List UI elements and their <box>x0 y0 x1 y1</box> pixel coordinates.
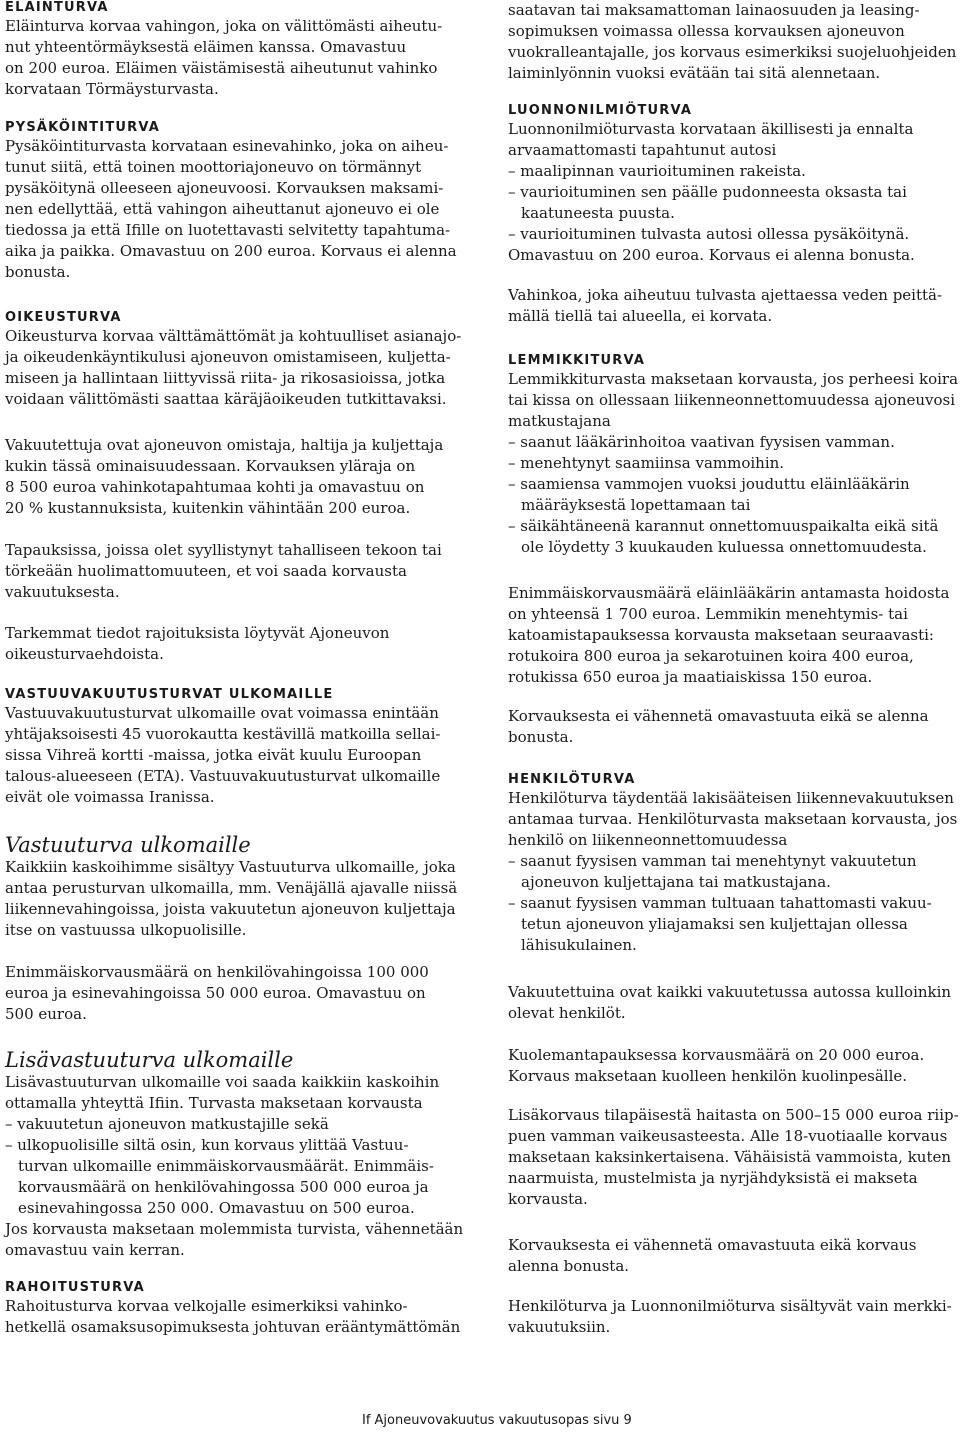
section-heading: PYSÄKÖINTITURVA <box>5 120 161 135</box>
section-henkiloturva <box>508 772 960 956</box>
text-line: alenna bonusta. <box>508 1257 630 1275</box>
paragraph <box>5 623 470 665</box>
section-luonnonilmioturva <box>508 103 960 266</box>
section-heading: RAHOITUSTURVA <box>5 1280 145 1295</box>
text-line: esinevahingossa 250 000. Omavastuu on 500 euroa. <box>18 1199 415 1217</box>
text-line: Jos korvausta maksetaan molemmista turvista, vähennetään <box>5 1220 464 1238</box>
text-line: – vakuutetun ajoneuvon matkustajille sekä <box>5 1115 329 1133</box>
text-line: – vaurioituminen sen päälle pudonneesta oksasta tai <box>508 183 907 201</box>
text-line: Enimmäiskorvausmäärä on henkilövahingoissa 100 000 <box>5 963 429 981</box>
text-line: nen edellyttää, että vahingon aiheuttanut ajoneuvo ei ole <box>5 200 440 218</box>
text-line: Pysäköintiturvasta korvataan esinevahinko, joka on aiheu- <box>5 137 449 155</box>
section-lemmikkiturva <box>508 353 960 558</box>
text-line: Rahoitusturva korvaa velkojalle esimerkiksi vahinko- <box>5 1297 408 1315</box>
text-line: turvan ulkomaille enimmäiskorvausmäärät. Enimmäis- <box>18 1157 434 1175</box>
text-line: puen vamman vaikeusasteesta. Alle 18-vuotiaalle korvaus <box>508 1127 948 1145</box>
text-line: saatavan tai maksamattoman lainaosuuden ja leasing- <box>508 1 920 19</box>
text-line: Kaikkiin kaskoihimme sisältyy Vastuuturva ulkomaille, joka <box>5 858 456 876</box>
section-heading: ELÄINTURVA <box>5 0 109 15</box>
text-line: 500 euroa. <box>5 1005 87 1023</box>
text-line: antaa perusturvan ulkomailla, mm. Venäjällä ajavalle niissä <box>5 879 458 897</box>
text-line: – säikähtäneenä karannut onnettomuuspaikalta eikä sitä <box>508 517 939 535</box>
subsection-title: Vastuuturva ulkomaille <box>5 833 251 857</box>
text-line: tiedossa ja että Ifille on luotettavasti selvitetty tapahtuma- <box>5 221 451 239</box>
section-vastuuvakuutusturvat-ulkomaille <box>5 687 470 808</box>
text-line: yhtäjaksoisesti 45 vuorokautta kestävillä matkoilla sellai- <box>5 725 441 743</box>
text-line: sissa Vihreä kortti -maissa, jotka eivät kuulu Euroopan <box>5 746 422 764</box>
text-line: – saanut fyysisen vamman tultuaan tahattomasti vakuu- <box>508 894 932 912</box>
text-line: ottamalla yhteyttä Ifiin. Turvasta maksetaan korvausta <box>5 1094 423 1112</box>
text-line: Henkilöturva täydentää lakisääteisen liikennevakuutuksen <box>508 789 954 807</box>
paragraph <box>5 435 470 519</box>
text-line: Enimmäiskorvausmäärä eläinlääkärin antamasta hoidosta <box>508 584 950 602</box>
text-line: eivät ole voimassa Iranissa. <box>5 788 215 806</box>
paragraph <box>508 0 960 84</box>
text-line: naarmuista, mustelmista ja nyrjähdyksistä ei makseta <box>508 1169 918 1187</box>
section-heading: LEMMIKKITURVA <box>508 353 646 368</box>
text-line: korvausmäärä on henkilövahingossa 500 000 euroa ja <box>18 1178 429 1196</box>
text-line: laiminlyönnin vuoksi evätään tai sitä alennetaan. <box>508 64 881 82</box>
text-line: maksetaan kaksinkertaisena. Vähäisistä vammoista, kuten <box>508 1148 952 1166</box>
text-line: määräyksestä lopettamaan tai <box>521 496 751 514</box>
text-line: olevat henkilöt. <box>508 1004 626 1022</box>
text-line: Tarkemmat tiedot rajoituksista löytyvät Ajoneuvon <box>5 624 390 642</box>
text-line: omavastuu vain kerran. <box>5 1241 185 1259</box>
text-line: katoamistapauksessa korvausta maksetaan seuraavasti: <box>508 626 934 644</box>
text-line: Oikeusturva korvaa välttämättömät ja kohtuulliset asianajo- <box>5 327 462 345</box>
paragraph <box>508 285 960 327</box>
text-line: rotukissa 650 euroa ja maatiaiskissa 150 euroa. <box>508 668 873 686</box>
text-line: 8 500 euroa vahinkotapahtumaa kohti ja omavastuu on <box>5 478 425 496</box>
paragraph <box>508 1045 960 1087</box>
text-line: vakuutuksiin. <box>508 1318 611 1336</box>
text-line: oikeusturvaehdoista. <box>5 645 164 663</box>
text-line: Vakuutettuina ovat kaikki vakuutetussa autossa kulloinkin <box>508 983 952 1001</box>
text-line: nut yhteentörmäyksestä eläimen kanssa. Omavastuu <box>5 38 407 56</box>
text-line: – ulkopuolisille siltä osin, kun korvaus ylittää Vastuu- <box>5 1136 409 1154</box>
paragraph <box>508 1105 960 1210</box>
text-line: Tapauksissa, joissa olet syyllistynyt tahalliseen tekoon tai <box>5 541 442 559</box>
paragraph <box>508 1296 960 1338</box>
text-line: kaatuneesta puusta. <box>521 204 675 222</box>
paragraph <box>5 540 470 603</box>
text-line: arvaamattomasti tapahtunut autosi <box>508 141 777 159</box>
text-line: talous-alueeseen (ETA). Vastuuvakuutusturvat ulkomaille <box>5 767 441 785</box>
text-line: tetun ajoneuvon yliajamaksi sen kuljettajan ollessa <box>521 915 908 933</box>
text-line: tai kissa on ollessaan liikenneonnettomuudessa ajoneuvosi <box>508 391 956 409</box>
section-heading: VASTUUVAKUUTUSTURVAT ULKOMAILLE <box>5 687 334 702</box>
text-line: Kuolemantapauksessa korvausmäärä on 20 000 euroa. <box>508 1046 925 1064</box>
text-line: ole löydetty 3 kuukauden kuluessa onnettomuudesta. <box>521 538 927 556</box>
page-footer: If Ajoneuvovakuutus vakuutusopas sivu 9 <box>362 1413 632 1428</box>
text-line: on 200 euroa. Eläimen väistämisestä aiheutunut vahinko <box>5 59 438 77</box>
text-line: vuokralleantajalle, jos korvaus esimerkiksi suojeluohjeiden <box>508 43 957 61</box>
section-heading: OIKEUSTURVA <box>5 310 122 325</box>
paragraph <box>508 1235 960 1277</box>
text-line: euroa ja esinevahingoissa 50 000 euroa. Omavastuu on <box>5 984 426 1002</box>
subsection-title: Lisävastuuturva ulkomaille <box>5 1048 294 1072</box>
text-line: Korvaus maksetaan kuolleen henkilön kuolinpesälle. <box>508 1067 908 1085</box>
section-heading: HENKILÖTURVA <box>508 772 636 787</box>
section-oikeusturva <box>5 310 470 410</box>
text-line: ja oikeudenkäyntikulusi ajoneuvon omistamiseen, kuljetta- <box>5 348 451 366</box>
section-vastuuturva-ulkomaille <box>5 833 470 941</box>
text-line: – maalipinnan vaurioituminen rakeista. <box>508 162 806 180</box>
text-line: voidaan välittömästi saattaa käräjäoikeuden tutkittavaksi. <box>5 390 447 408</box>
text-line: Vahinkoa, joka aiheutuu tulvasta ajettaessa veden peittä- <box>508 286 943 304</box>
section-pysakointiturva <box>5 120 470 283</box>
paragraph <box>5 962 470 1025</box>
text-line: on yhteensä 1 700 euroa. Lemmikin menehtymis- tai <box>508 605 908 623</box>
text-line: tunut siitä, että toinen moottoriajoneuvo on törmännyt <box>5 158 422 176</box>
text-line: matkustajana <box>508 412 611 430</box>
text-line: Korvauksesta ei vähennetä omavastuuta eikä se alenna <box>508 707 929 725</box>
section-lisavastuuturva-ulkomaille <box>5 1048 470 1261</box>
section-rahoitusturva <box>5 1280 470 1338</box>
text-line: Lemmikkiturvasta maksetaan korvausta, jos perheesi koira <box>508 370 959 388</box>
paragraph <box>508 583 960 688</box>
text-line: korvausta. <box>508 1190 588 1208</box>
text-line: itse on vastuussa ulkopuolisille. <box>5 921 247 939</box>
text-line: hetkellä osamaksusopimuksesta johtuvan erääntymättömän <box>5 1318 461 1336</box>
section-elainturva <box>5 0 470 100</box>
text-line: liikennevahingoissa, joista vakuutetun ajoneuvon kuljettaja <box>5 900 456 918</box>
section-heading: LUONNONILMIÖTURVA <box>508 103 693 118</box>
text-line: bonusta. <box>5 263 71 281</box>
text-line: mällä tiellä tai alueella, ei korvata. <box>508 307 773 325</box>
text-line: – saanut lääkärinhoitoa vaativan fyysisen vamman. <box>508 433 895 451</box>
text-line: bonusta. <box>508 728 574 746</box>
text-line: rotukoira 800 euroa ja sekarotuinen koira 400 euroa, <box>508 647 914 665</box>
text-line: Omavastuu on 200 euroa. Korvaus ei alenna bonusta. <box>508 246 915 264</box>
text-line: sopimuksen voimassa ollessa korvauksen ajoneuvon <box>508 22 905 40</box>
text-line: Vakuutettuja ovat ajoneuvon omistaja, haltija ja kuljettaja <box>5 436 444 454</box>
text-line: kukin tässä ominaisuudessaan. Korvauksen yläraja on <box>5 457 416 475</box>
text-line: – saanut fyysisen vamman tai menehtynyt vakuutetun <box>508 852 917 870</box>
paragraph <box>508 982 960 1024</box>
text-line: Luonnonilmiöturvasta korvataan äkillisesti ja ennalta <box>508 120 914 138</box>
text-line: korvataan Törmäysturvasta. <box>5 80 219 98</box>
text-line: – saamiensa vammojen vuoksi jouduttu eläinlääkärin <box>508 475 910 493</box>
text-line: pysäköitynä olleeseen ajoneuvoosi. Korvauksen maksami- <box>5 179 444 197</box>
text-line: – menehtynyt saamiinsa vammoihin. <box>508 454 785 472</box>
paragraph <box>508 706 960 748</box>
text-line: miseen ja hallintaan liittyvissä riita- ja rikosasioissa, jotka <box>5 369 446 387</box>
text-line: Henkilöturva ja Luonnonilmiöturva sisältyvät vain merkki- <box>508 1297 952 1315</box>
text-line: Vastuuvakuutusturvat ulkomaille ovat voimassa enintään <box>5 704 439 722</box>
text-line: antamaa turvaa. Henkilöturvasta maksetaan korvausta, jos <box>508 810 958 828</box>
text-line: ajoneuvon kuljettajana tai matkustajana. <box>521 873 831 891</box>
text-line: – vaurioituminen tulvasta autosi ollessa pysäköitynä. <box>508 225 910 243</box>
text-line: vakuutuksesta. <box>5 583 120 601</box>
text-line: Korvauksesta ei vähennetä omavastuuta eikä korvaus <box>508 1236 917 1254</box>
text-line: 20 % kustannuksista, kuitenkin vähintään 200 euroa. <box>5 499 411 517</box>
text-line: lähisukulainen. <box>521 936 637 954</box>
text-line: henkilö on liikenneonnettomuudessa <box>508 831 788 849</box>
text-line: Eläinturva korvaa vahingon, joka on välittömästi aiheutu- <box>5 17 443 35</box>
text-line: törkeään huolimattomuuteen, et voi saada korvausta <box>5 562 407 580</box>
text-line: aika ja paikka. Omavastuu on 200 euroa. Korvaus ei alenna <box>5 242 457 260</box>
text-line: Lisäkorvaus tilapäisestä haitasta on 500–15 000 euroa riip- <box>508 1106 959 1124</box>
text-line: Lisävastuuturvan ulkomaille voi saada kaikkiin kaskoihin <box>5 1073 440 1091</box>
